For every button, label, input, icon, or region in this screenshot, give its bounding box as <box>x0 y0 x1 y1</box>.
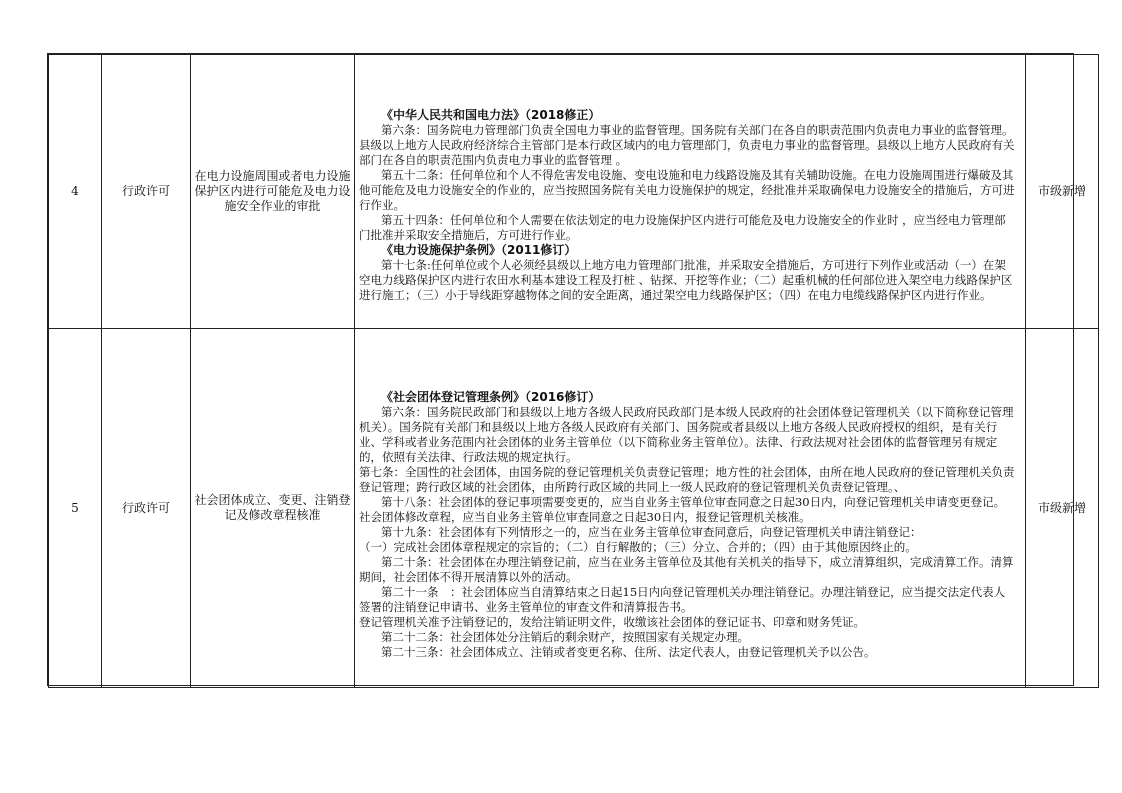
permit-table-sheet <box>47 53 1086 686</box>
legal-basis <box>355 55 1026 329</box>
permit-item-name: 在电力设施周围或者电力设施保护区内进行可能危及电力设施安全作业的审批 <box>191 55 355 329</box>
law-title: 《社会团体登记管理条例》（2016修订） <box>381 390 601 404</box>
law-title: 《中华人民共和国电力法》（2018修正） <box>381 108 601 122</box>
law-block <box>359 390 1015 660</box>
law-paragraph: 第十八条：社会团体的登记事项需要变更的，应当自业务主管单位审查同意之日起30日内，向登记管理机关申请变更登记。社会团体修改章程，应当自业务主管单位审查同意之日起30日内，报登记管理机关核准。 <box>359 495 1006 524</box>
law-block <box>359 108 1015 243</box>
legal-basis <box>355 329 1026 688</box>
law-paragraph: 第二十三条：社会团体成立、注销或者变更名称、住所、法定代表人，由登记管理机关予以公告。 <box>381 645 876 659</box>
law-paragraph: 第六条：国务院电力管理部门负责全国电力事业的监督管理。国务院有关部门在各自的职责范围内负责电力事业的监督管理。县级以上地方人民政府经济综合主管部门是本行政区域内的电力管理部门，负责电力事业的监督管理。县级以上地方人民政府有关部门在各自的职责范围内负责电力事业的监督管理 。 <box>359 123 1015 167</box>
law-title: 《电力设施保护条例》（2011修订） <box>381 243 577 257</box>
permit-table <box>48 54 1099 688</box>
remark: 市级新增 <box>1026 55 1099 329</box>
table-row <box>49 329 1099 688</box>
law-paragraph: 第十九条：社会团体有下列情形之一的，应当在业务主管单位审查同意后，向登记管理机关申请注销登记： <box>381 525 922 539</box>
law-paragraph: 登记管理机关准予注销登记的，发给注销证明文件，收缴该社会团体的登记证书、印章和财务凭证。 <box>359 615 865 629</box>
law-paragraph: 第六条：国务院民政部门和县级以上地方各级人民政府民政部门是本级人民政府的社会团体登记管理机关（以下简称登记管理机关）。国务院有关部门和县级以上地方各级人民政府有关部门、国务院或者县级以上地方各级人民政府授权的组织，是有关行业、学科或者业务范围内社会团体的业务主管单位（以下简称业务主管单位）。法律、行政法规对社会团体的监督管理另有规定的，依照有关法律、行政法规的规定执行。 <box>359 405 1014 464</box>
row-number: 5 <box>49 329 102 688</box>
law-paragraph: 第二十一条 ：社会团体应当自清算结束之日起15日内向登记管理机关办理注销登记。办理注销登记，应当提交法定代表人签署的注销登记申请书、业务主管单位的审查文件和清算报告书。 <box>359 585 1006 614</box>
law-paragraph: 第五十二条：任何单位和个人不得危害发电设施、变电设施和电力线路设施及其有关辅助设施。在电力设施周围进行爆破及其他可能危及电力设施安全的作业的，应当按照国务院有关电力设施保护的规定，经批准并采取确保电力设施安全的措施后，方可进行作业。 <box>359 168 1015 212</box>
law-block <box>359 243 1015 303</box>
law-paragraph: 第五十四条：任何单位和个人需要在依法划定的电力设施保护区内进行可能危及电力设施安全的作业时 ，应当经电力管理部门批准并采取安全措施后，方可进行作业。 <box>359 213 1006 242</box>
permit-type: 行政许可 <box>102 329 191 688</box>
law-paragraph: 第七条：全国性的社会团体，由国务院的登记管理机关负责登记管理；地方性的社会团体，由所在地人民政府的登记管理机关负责登记管理；跨行政区域的社会团体，由所跨行政区域的共同上一级人民政府的登记管理机关负责登记管理。、 <box>359 465 1015 494</box>
law-paragraph: （一）完成社会团体章程规定的宗旨的；（二）自行解散的；（三）分立、合并的；（四）由于其他原因终止的。 <box>359 540 917 554</box>
permit-type: 行政许可 <box>102 55 191 329</box>
table-row <box>49 55 1099 329</box>
row-number: 4 <box>49 55 102 329</box>
law-paragraph: 第十七条:任何单位或个人必须经县级以上地方电力管理部门批准，并采取安全措施后，方可进行下列作业或活动（一）在架空电力线路保护区内进行农田水利基本建设工程及打桩 、钻探、开挖等作业；（二）起重机械的任何部位进入架空电力线路保护区进行施工；（三）小于导线距穿越物体之间的安全距离，通过架空电力线路保护区；（四）在电力电缆线路保护区内进行作业。 <box>359 258 1013 302</box>
remark: 市级新增 <box>1026 329 1099 688</box>
law-paragraph: 第二十二条：社会团体处分注销后的剩余财产，按照国家有关规定办理。 <box>381 630 749 644</box>
permit-item-name: 社会团体成立、变更、注销登记及修改章程核准 <box>191 329 355 688</box>
law-paragraph: 第二十条：社会团体在办理注销登记前，应当在业务主管单位及其他有关机关的指导下，成立清算组织，完成清算工作。清算期间，社会团体不得开展清算以外的活动。 <box>359 555 1014 584</box>
